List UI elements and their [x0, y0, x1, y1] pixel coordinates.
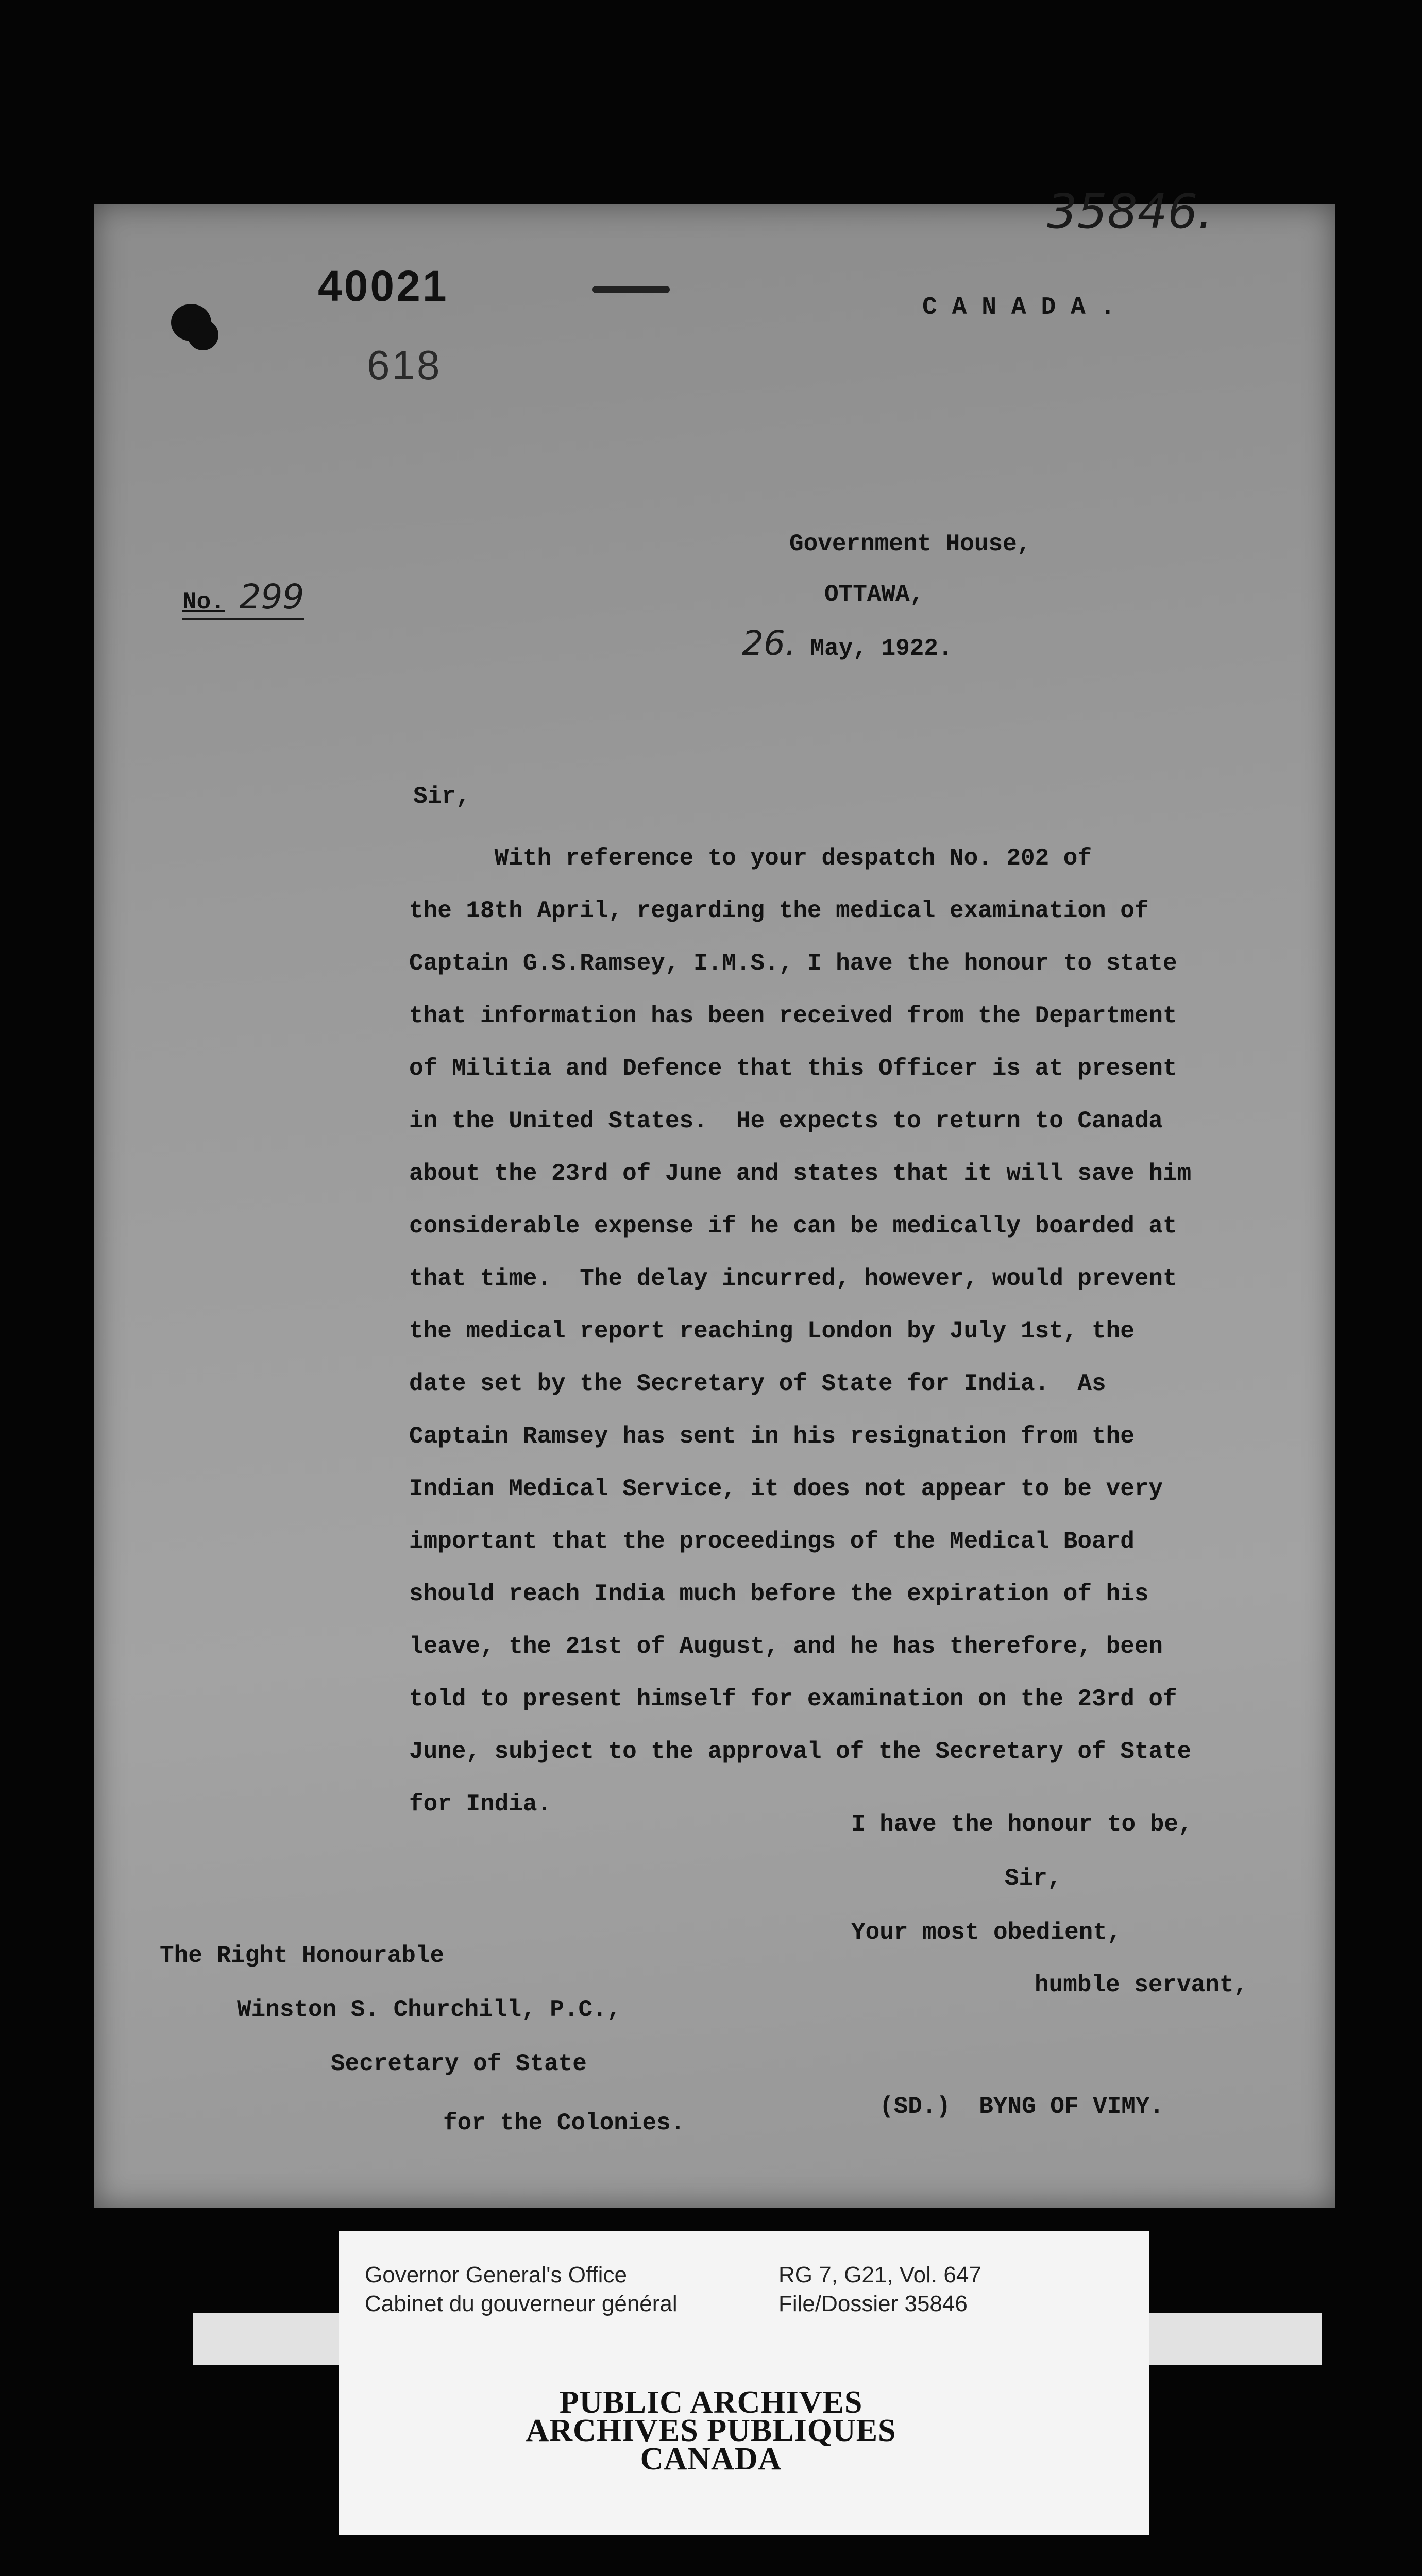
handwritten-file-number: 35846. [1047, 184, 1213, 239]
date-day: 26. [742, 623, 796, 663]
body-line: told to present himself for examination on the 23rd of [409, 1686, 1177, 1713]
body-line: Captain G.S.Ramsey, I.M.S., I have the honour to state [409, 950, 1177, 977]
archive-stamp-line-3: CANADA [640, 2442, 782, 2477]
body-line: that time. The delay incurred, however, would prevent [409, 1265, 1177, 1292]
body-line: of Militia and Defence that this Officer is at present [409, 1055, 1177, 1082]
body-line: June, subject to the approval of the Secretary of State [409, 1738, 1192, 1765]
body-line: Indian Medical Service, it does not appear to be very [409, 1476, 1163, 1502]
archive-file-number: File/Dossier 35846 [778, 2291, 968, 2316]
body-line: With reference to your despatch No. 202 of [409, 845, 1092, 872]
closing-line-1: I have the honour to be, [851, 1811, 1193, 1838]
letter-page [94, 184, 1335, 2208]
stamp-sub-number: 618 [367, 342, 442, 388]
salutation: Sir, [413, 783, 470, 810]
closing-line-3: Your most obedient, [851, 1919, 1122, 1946]
archive-reference: RG 7, G21, Vol. 647 [778, 2262, 981, 2287]
stamp-number: 40021 [318, 262, 449, 310]
body-line: important that the proceedings of the Medical Board [409, 1528, 1135, 1555]
closing-line-4: humble servant, [1035, 1972, 1248, 1998]
country-heading: C A N A D A . [922, 294, 1115, 321]
body-line: that information has been received from the Department [409, 1003, 1177, 1029]
office-french: Cabinet du gouverneur général [365, 2291, 678, 2316]
body-line: leave, the 21st of August, and he has therefore, been [409, 1633, 1163, 1660]
recipient-line-1: The Right Honourable [160, 1942, 445, 1969]
archive-label-card [339, 2231, 1149, 2375]
body-line: for India. [409, 1791, 552, 1818]
recipient-line-3: Secretary of State [331, 2050, 587, 2077]
recipient-line-2: Winston S. Churchill, P.C., [237, 1996, 621, 2023]
closing-line-2: Sir, [1005, 1865, 1062, 1892]
despatch-number-line [182, 577, 304, 620]
body-line: in the United States. He expects to return to Canada [409, 1108, 1163, 1134]
despatch-label: No. [182, 589, 225, 616]
body-line: date set by the Secretary of State for India. As [409, 1370, 1106, 1397]
punch-hole-shadow [188, 319, 218, 350]
despatch-number: 299 [239, 577, 304, 617]
date-month-year: May, 1922. [810, 635, 953, 662]
archive-stamp-line-2: ARCHIVES PUBLIQUES [526, 2413, 896, 2448]
body-line: the medical report reaching London by July 1st, the [409, 1318, 1135, 1345]
body-line: about the 23rd of June and states that it will save him [409, 1160, 1192, 1187]
body-line: considerable expense if he can be medically boarded at [409, 1213, 1177, 1240]
recipient-line-4: for the Colonies. [443, 2110, 685, 2137]
address-line-2: OTTAWA, [824, 581, 924, 608]
body-line: Captain Ramsey has sent in his resignation from the [409, 1423, 1135, 1450]
office-english: Governor General's Office [365, 2262, 627, 2287]
signature: (SD.) BYNG OF VIMY. [879, 2093, 1164, 2120]
archive-stamp-line-1: PUBLIC ARCHIVES [559, 2385, 863, 2420]
date-line [742, 623, 953, 663]
ink-mark [592, 286, 670, 293]
body-line: should reach India much before the expiration of his [409, 1581, 1149, 1607]
address-line-1: Government House, [789, 531, 1031, 557]
body-line: the 18th April, regarding the medical examination of [409, 897, 1149, 924]
letter-body [409, 832, 1347, 1831]
